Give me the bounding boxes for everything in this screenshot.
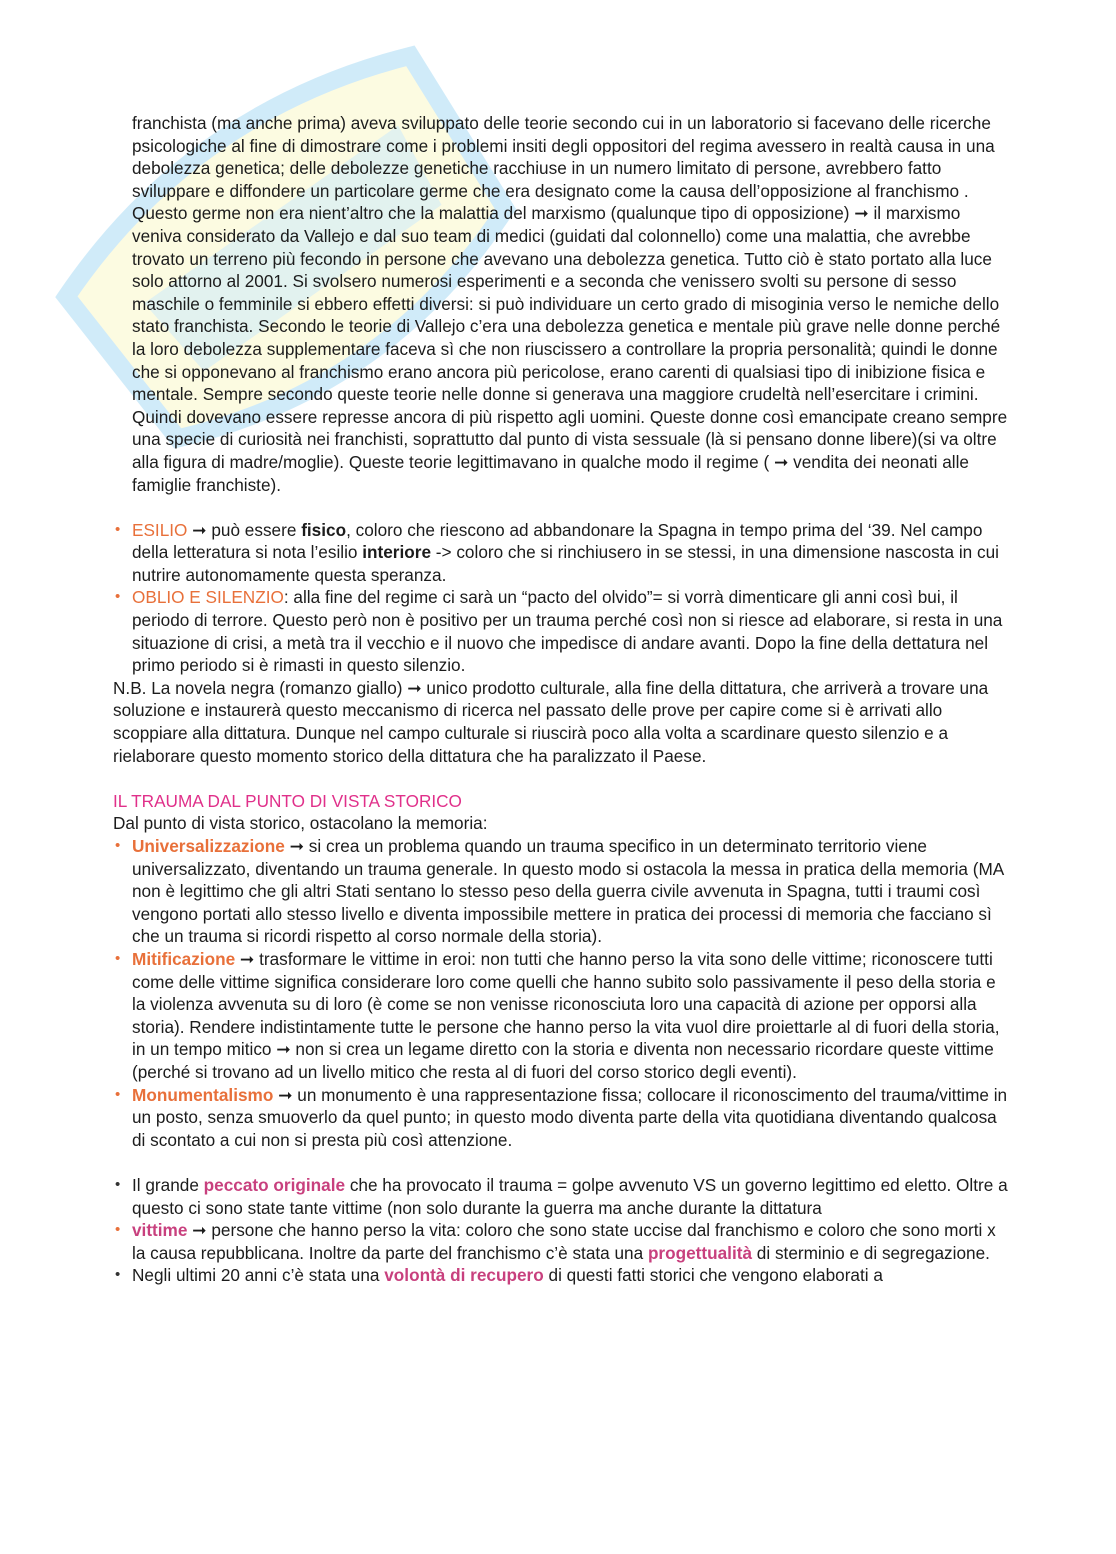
list-item-esilio: • ESILIO ➞ può essere fisico, coloro che riescono ad abbandonare la Spagna in tempo prima del ‘39. Nel campo della letteratura si nota l’esilio interiore -> coloro che si rinchiusero in se stessi, in una dimensione nascosta in cui nutrire autonomamente questa speranza. (115, 519, 999, 585)
list-item-monumentalismo: • Monumentalismo ➞ un monumento è una rappresentazione fissa; collocare il riconoscimento del trauma/vittime in un posto, senza smuoverlo da quel punto; in questo modo diventa parte della vita quotidiana diventando qualcosa di scontato a cui non si presta più così attenzione. (115, 1084, 1008, 1150)
term-peccato-originale: peccato originale (203, 1174, 346, 1195)
bullet-icon: • (115, 520, 121, 538)
bullet-icon: • (115, 1085, 121, 1103)
term-oblio: OBLIO E SILENZIO (132, 587, 284, 608)
bullet-icon: • (115, 837, 121, 854)
bullet-icon: • (115, 1175, 121, 1193)
bullet-icon: • (115, 1221, 121, 1239)
keyword-interiore: interiore (362, 542, 432, 563)
term-progettualita: progettualità (647, 1242, 753, 1263)
list-item-recupero: • Negli ultimi 20 anni c’è stata una volontà di recupero di questi fatti storici che vengono elaborati a (115, 1265, 883, 1286)
intro-paragraph: franchista (ma anche prima) aveva sviluppato delle teorie secondo cui in un laboratorio si facevano delle ricerche psicologiche al fine di dimostrare come i problemi insiti degli oppositori del regima avessero in realtà causa in una debolezza genetica; delle debolezze genetiche racchiuse in un numero limitato di persone, avrebbero fatto sviluppare e diffondere un particolare germe che era designato come la causa dell’opposizione al franchismo . Questo germe non era nient’altro che la malattia del marxismo (qualunque tipo di opposizione) ➞ il marxismo veniva considerato da Vallejo e dal suo team di medici (guidati dal colonnello) come una malattia, che avrebbe trovato un terreno più fecondo in persone che avevano una debolezza genetica. Tutto ciò è stato portato alla luce solo attorno al 2001. Si svolsero numerosi esperimenti e a seconda che venissero svolti su persone di sesso maschile o femminile si ebbero effetti diversi: si può individuare un certo grado di misoginia verso le nemiche dello stato franchista. Secondo le teorie di Vallejo c’era una debolezza genetica e mentale più grave nelle donne perché la loro debolezza supplementare faceva sì che non riuscissero a controllare la propria personalità; quindi le donne che si opponevano al franchismo erano ancora più pericolose, erano carenti di qualsiasi tipo di inibizione fisica e mentale. Sempre secondo queste teorie nelle donne si generava una maggiore crudeltà nell’esercitare i crimini. Quindi dovevano essere represse ancora di più rispetto agli uomini. Queste donne così emancipate creano sempre una specie di curiosità nei franchisti, soprattutto dal punto di vista sessuale (là si pensano donne libere)(si va oltre alla figura di madre/moglie). Queste teorie legittimavano in qualche modo il regime ( ➞ vendita dei neonati alle famiglie franchiste). (132, 113, 1008, 495)
section-lead: Dal punto di vista storico, ostacolano la memoria: (113, 813, 488, 834)
bullet-icon: • (115, 588, 121, 606)
keyword-fisico: fisico (301, 519, 347, 540)
list-item-peccato: • Il grande peccato originale che ha provocato il trauma = golpe avvenuto VS un governo legittimo ed eletto. Oltre a questo ci sono state tante vittime (non solo durante la guerra ma anche durante la dittatura (115, 1174, 1008, 1218)
nb-paragraph: N.B. La novela negra (romanzo giallo) ➞ unico prodotto culturale, alla fine della dittatura, che arriverà a trovare una soluzione e instaurerà questo meccanismo di ricerca nel passato delle prove per capire come si è arrivati allo scoppiare alla dittatura. Dunque nel campo culturale si riuscirà poco alla volta a scardinare questo silenzio e a rielaborare questo momento storico della dittatura che ha paralizzato il Paese. (113, 677, 989, 766)
list-item-vittime: • vittime ➞ persone che hanno perso la vita: coloro che sono state uccise dal franchismo e coloro che sono morti x la causa repubblicana. Inoltre da parte del franchismo c’è stata una progettualità di sterminio e di segregazione. (115, 1220, 996, 1263)
term-vittime: vittime (132, 1220, 188, 1241)
list-item-mitificazione: • Mitificazione ➞ trasformare le vittime in eroi: non tutti che hanno perso la vita sono delle vittime; riconoscere tutti come delle vittime significa considerare loro come quelli che hanno subito solo passivamente il peso della storia e la violenza avvenuta su di loro (è come se non venisse riconosciuta loro una capacità di azione per opporsi alla storia). Rendere indistintamente tutte le persone che hanno perso la vita vuol dire proiettarle al di fuori della storia, in un tempo mitico ➞ non si crea un legame diretto con la storia e diventa non necessario ricordare queste vittime (perché si trovano ad un livello mitico che resta al di fuori del corso storico degli eventi). (115, 948, 1000, 1082)
section-title: IL TRAUMA DAL PUNTO DI VISTA STORICO (113, 790, 462, 811)
list-item-universalizzazione: • Universalizzazione ➞ si crea un problema quando un trauma specifico in un determinato territorio viene universalizzato, diventando un trauma generale. In questo modo si ostacola la messa in pratica della memoria (MA non è legittimo che gli altri Stati sentano lo stesso peso della guerra civile avvenuta in Spagna, tutti i traumi così vengono portati allo stesso livello e diventa impossibile mettere in pratica dei processi di memoria che facciano sì che un trauma si ricordi rispetto al corso normale della storia). (115, 836, 1004, 947)
term-monumentalismo: Monumentalismo (132, 1084, 274, 1105)
term-esilio: ESILIO (132, 519, 188, 540)
bullet-icon: • (115, 949, 121, 967)
term-volonta-di-recupero: volontà di recupero (384, 1265, 544, 1286)
term-universalizzazione: Universalizzazione (132, 836, 285, 856)
document-page (113, 112, 1013, 1287)
term-mitificazione: Mitificazione (132, 948, 236, 969)
list-item-oblio: • OBLIO E SILENZIO: alla fine del regime ci sarà un “pacto del olvido”= si vorrà dimenticare gli anni così bui, il periodo di terrore. Questo però non è positivo per un trauma perché così non si riesce ad elaborare, si resta in una situazione di crisi, a metà tra il vecchio e il nuovo che impedisce di andare avanti. Dopo la fine della dettatura nel primo periodo si è rimasti in questo silenzio. (115, 587, 1003, 676)
bullet-icon: • (115, 1266, 121, 1284)
